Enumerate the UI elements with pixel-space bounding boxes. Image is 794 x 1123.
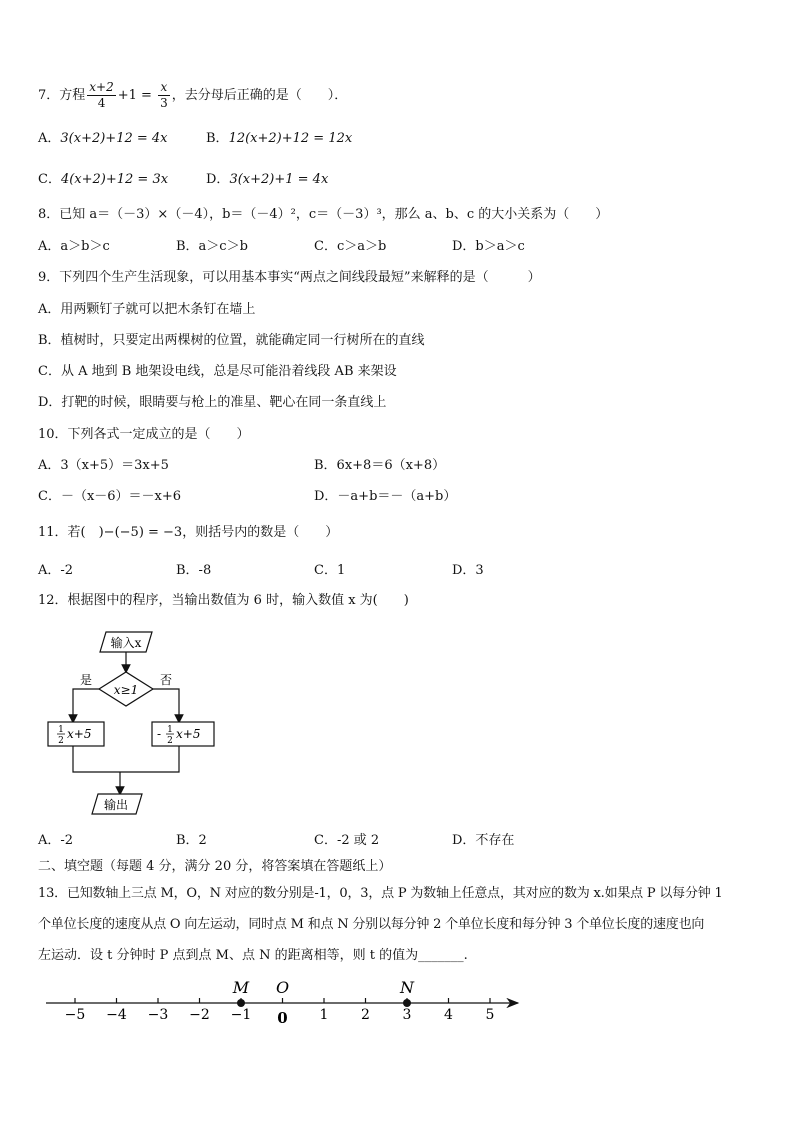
q7-fraction-2: $\frac{x}{3}$ xyxy=(160,80,168,110)
tick-label: 5 xyxy=(485,1007,495,1023)
question-8-stem: 8．已知 a＝（－3）×（－4），b＝（－4）²，c＝（－3）³，那么 a、b、c 的大小关系为（ ） xyxy=(38,207,609,222)
q12-options xyxy=(38,833,514,849)
tick-label: −4 xyxy=(106,1007,127,1023)
tick-label: 4 xyxy=(444,1007,453,1023)
flow-left-frac-num: 1 xyxy=(58,725,64,735)
flow-right-sign: - xyxy=(157,727,162,741)
q7-option-a[interactable]: A．3(x+2)+12 = 4x xyxy=(38,131,168,146)
q12-option-b[interactable]: B．2 xyxy=(176,833,207,848)
flow-right-frac-num: 1 xyxy=(167,725,173,735)
flow-left-frac-den: 2 xyxy=(58,736,64,746)
point-m xyxy=(237,999,245,1007)
q10-option-d[interactable]: D．－a+b＝－（a+b） xyxy=(314,489,457,504)
tick-label: −5 xyxy=(64,1007,86,1023)
tick-label: −1 xyxy=(230,1007,252,1023)
q10-option-a[interactable]: A．3（x+5）＝3x+5 xyxy=(38,458,169,473)
question-9-stem: 9．下列四个生产生活现象，可以用基本事实“两点之间线段最短”来解释的是（ ） xyxy=(38,270,541,285)
flow-decision-label: x≥1 xyxy=(113,683,139,697)
number-line xyxy=(40,975,530,1030)
q12-option-a[interactable]: A．-2 xyxy=(38,833,74,848)
q12-option-d[interactable]: D．不存在 xyxy=(452,833,515,848)
q10-option-b[interactable]: B．6x+8＝6（x+8） xyxy=(314,458,446,473)
question-12-stem: 12．根据图中的程序，当输出数值为 6 时，输入数值 x 为( ) xyxy=(38,593,409,608)
q11-option-d[interactable]: D．3 xyxy=(452,563,484,578)
question-11-stem: 11．若( )−(−5) = −3，则括号内的数是（ ） xyxy=(38,525,339,540)
q11-options xyxy=(38,563,484,579)
tick-label: 1 xyxy=(319,1007,329,1023)
q10-option-c[interactable]: C．－（x－6）＝－x+6 xyxy=(38,489,182,504)
q9-option-d[interactable]: D．打靶的时候，眼睛要与枪上的准星、靶心在同一条直线上 xyxy=(38,395,387,410)
question-10-stem: 10．下列各式一定成立的是（ ） xyxy=(38,427,250,442)
tick-label: 3 xyxy=(402,1007,412,1023)
question-13-line-2: 个单位长度的速度从点 O 向左运动，同时点 M 和点 N 分别以每分钟 2 个单位长度和每分钟 3 个单位长度的速度也向 xyxy=(38,917,705,932)
section-2-heading: 二、填空题（每题 4 分，满分 20 分，将答案填在答题纸上） xyxy=(38,859,392,874)
flow-left-expr: x+5 xyxy=(67,727,92,741)
q7-option-b[interactable]: B．12(x+2)+12 = 12x xyxy=(206,131,353,146)
label-o: O xyxy=(275,978,290,997)
q11-option-b[interactable]: B．-8 xyxy=(176,563,212,578)
q8-option-a[interactable]: A．a＞b＞c xyxy=(38,239,110,254)
question-7-stem xyxy=(38,80,347,111)
flow-right-expr: x+5 xyxy=(176,727,201,741)
flow-input-label: 输入x xyxy=(110,636,142,650)
q10-options-row-1 xyxy=(38,458,445,474)
question-13-line-3: 左运动．设 t 分钟时 P 点到点 M、点 N 的距离相等，则 t 的值为_______. xyxy=(38,948,468,963)
q9-option-a[interactable]: A．用两颗钉子就可以把木条钉在墙上 xyxy=(38,302,256,317)
flowchart xyxy=(40,626,230,822)
tick-label: 2 xyxy=(361,1007,370,1023)
q8-option-b[interactable]: B．a＞c＞b xyxy=(176,239,248,254)
q7-suffix: ，去分母后正确的是（ ）． xyxy=(171,88,348,103)
q7-options-row-1 xyxy=(38,131,352,147)
q12-option-c[interactable]: C．-2 或 2 xyxy=(314,833,380,848)
tick-label: −3 xyxy=(147,1007,169,1023)
tick-label: 0 xyxy=(277,1009,288,1027)
q7-mid: +1 = xyxy=(117,88,157,103)
question-13-line-1: 13．已知数轴上三点 M，O，N 对应的数分别是-1，0，3，点 P 为数轴上任意点，其对应的数为 x.如果点 P 以每分钟 1 xyxy=(38,886,723,901)
flow-yes-label: 是 xyxy=(80,673,93,687)
flow-right-frac-den: 2 xyxy=(167,736,173,746)
q7-fraction-1: $\frac{x+2}{4}$ xyxy=(89,80,114,110)
label-n: N xyxy=(400,978,414,997)
q7-option-c[interactable]: C．4(x+2)+12 = 3x xyxy=(38,172,169,187)
q8-option-d[interactable]: D．b＞a＞c xyxy=(452,239,525,254)
q7-prefix: 7．方程 xyxy=(38,88,86,103)
flow-no-label: 否 xyxy=(160,673,173,687)
tick-label: −2 xyxy=(189,1007,210,1023)
flow-output-label: 输出 xyxy=(103,798,129,812)
q9-option-b[interactable]: B．植树时，只要定出两棵树的位置，就能确定同一行树所在的直线 xyxy=(38,333,425,348)
q8-options xyxy=(38,239,525,255)
label-m: M xyxy=(232,978,250,997)
q7-option-d[interactable]: D．3(x+2)+1 = 4x xyxy=(206,172,329,187)
q11-option-a[interactable]: A．-2 xyxy=(38,563,74,578)
q7-options-row-2 xyxy=(38,172,328,188)
q11-option-c[interactable]: C．1 xyxy=(314,563,346,578)
q10-options-row-2 xyxy=(38,489,456,505)
q9-option-c[interactable]: C．从 A 地到 B 地架设电线，总是尽可能沿着线段 AB 来架设 xyxy=(38,364,397,379)
point-n xyxy=(403,999,411,1007)
q8-option-c[interactable]: C．c＞a＞b xyxy=(314,239,387,254)
